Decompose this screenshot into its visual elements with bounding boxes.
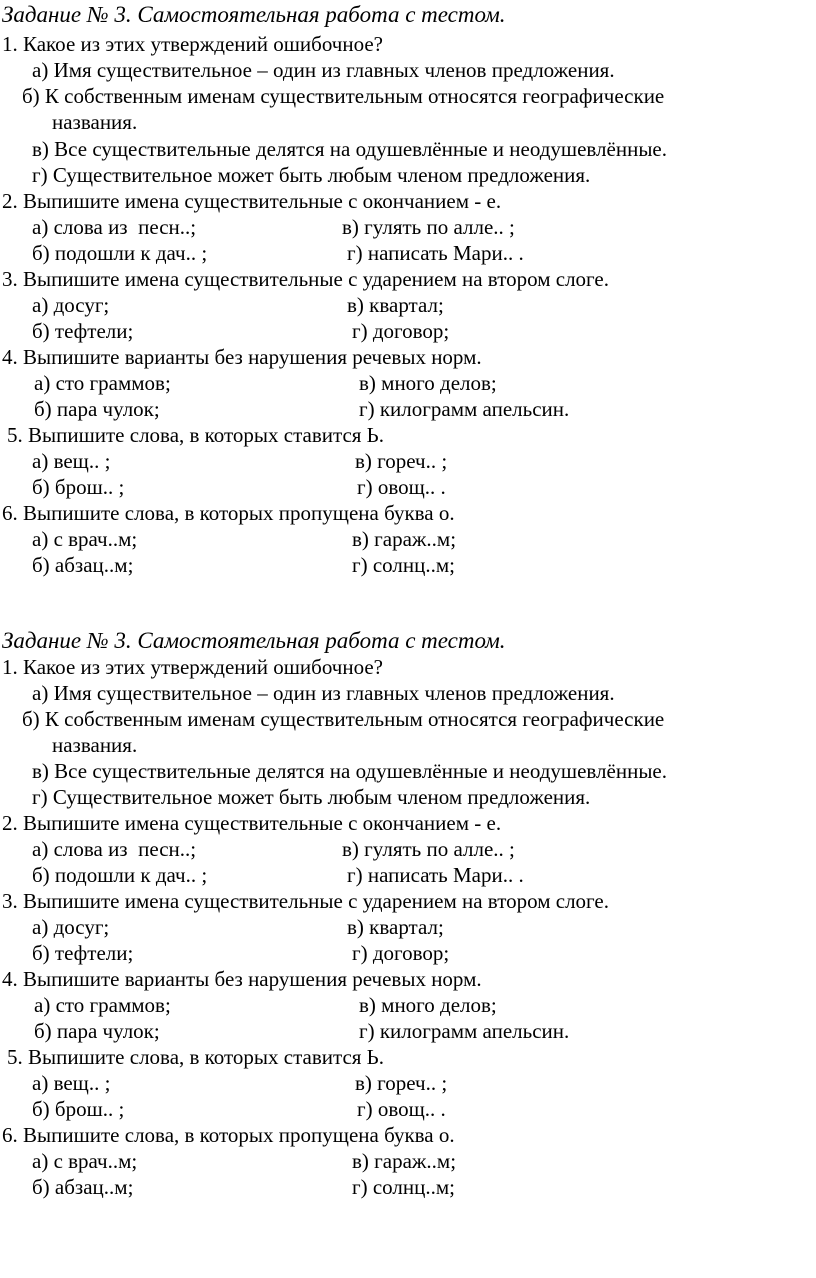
- question-3: 3. Выпишите имена существительные с ударением на втором слоге.: [2, 267, 609, 291]
- question-6: 6. Выпишите слова, в которых пропущена буква о.: [2, 1123, 455, 1147]
- q6-option-d: г) солнц..м;: [352, 1175, 455, 1199]
- q6-option-d: г) солнц..м;: [352, 553, 455, 577]
- q3-option-d: г) договор;: [352, 319, 450, 343]
- q6-option-b: б) абзац..м;: [32, 1175, 134, 1199]
- q3-option-d: г) договор;: [352, 941, 450, 965]
- question-2: 2. Выпишите имена существительные с окончанием - е.: [2, 189, 502, 213]
- q4-option-a: а) сто граммов;: [34, 993, 171, 1017]
- q6-option-a: а) с врач..м;: [32, 1149, 138, 1173]
- q4-option-b: б) пара чулок;: [34, 397, 160, 421]
- q2-option-d: г) написать Мари.. .: [347, 241, 524, 265]
- question-2: 2. Выпишите имена существительные с окончанием - е.: [2, 811, 502, 835]
- q3-option-b: б) тефтели;: [32, 941, 134, 965]
- q5-option-b: б) брош.. ;: [32, 475, 125, 499]
- q2-option-b: б) подошли к дач.. ;: [32, 863, 208, 887]
- q2-option-a: а) слова из песн..;: [32, 215, 197, 239]
- q5-option-a: а) вещ.. ;: [32, 449, 111, 473]
- q3-option-b: б) тефтели;: [32, 319, 134, 343]
- q5-option-c: в) гореч.. ;: [355, 449, 448, 473]
- q1-option-c: в) Все существительные делятся на одушевлённые и неодушевлённые.: [32, 759, 667, 783]
- q1-option-a: а) Имя существительное – один из главных членов предложения.: [32, 681, 615, 705]
- task-title: Задание № 3. Самостоятельная работа с тестом.: [2, 2, 506, 27]
- q1-option-d: г) Существительное может быть любым членом предложения.: [32, 163, 591, 187]
- q2-option-d: г) написать Мари.. .: [347, 863, 524, 887]
- question-4: 4. Выпишите варианты без нарушения речевых норм.: [2, 967, 482, 991]
- question-6: 6. Выпишите слова, в которых пропущена буква о.: [2, 501, 455, 525]
- q1-option-a: а) Имя существительное – один из главных членов предложения.: [32, 58, 615, 82]
- q3-option-c: в) квартал;: [347, 293, 444, 317]
- q2-option-b: б) подошли к дач.. ;: [32, 241, 208, 265]
- q4-option-c: в) много делов;: [359, 371, 497, 395]
- q5-option-d: г) овощ.. .: [357, 1097, 446, 1121]
- q2-option-c: в) гулять по алле.. ;: [342, 837, 515, 861]
- q5-option-b: б) брош.. ;: [32, 1097, 125, 1121]
- question-1: 1. Какое из этих утверждений ошибочное?: [2, 32, 383, 56]
- q4-option-b: б) пара чулок;: [34, 1019, 160, 1043]
- q1-option-d: г) Существительное может быть любым членом предложения.: [32, 785, 591, 809]
- q6-option-c: в) гараж..м;: [352, 1149, 457, 1173]
- question-5: 5. Выпишите слова, в которых ставится Ь.: [7, 423, 384, 447]
- q3-option-a: а) досуг;: [32, 293, 110, 317]
- q4-option-d: г) килограмм апельсин.: [359, 397, 570, 421]
- q3-option-c: в) квартал;: [347, 915, 444, 939]
- q1-option-b-continued: названия.: [52, 110, 138, 134]
- q5-option-c: в) гореч.. ;: [355, 1071, 448, 1095]
- question-3: 3. Выпишите имена существительные с ударением на втором слоге.: [2, 889, 609, 913]
- q2-option-c: в) гулять по алле.. ;: [342, 215, 515, 239]
- q3-option-a: а) досуг;: [32, 915, 110, 939]
- question-5: 5. Выпишите слова, в которых ставится Ь.: [7, 1045, 384, 1069]
- q4-option-d: г) килограмм апельсин.: [359, 1019, 570, 1043]
- q1-option-b: б) К собственным именам существительным относятся географические: [22, 707, 665, 731]
- q6-option-a: а) с врач..м;: [32, 527, 138, 551]
- q1-option-c: в) Все существительные делятся на одушевлённые и неодушевлённые.: [32, 137, 667, 161]
- task-title: Задание № 3. Самостоятельная работа с тестом.: [2, 628, 506, 653]
- q5-option-d: г) овощ.. .: [357, 475, 446, 499]
- question-1: 1. Какое из этих утверждений ошибочное?: [2, 655, 383, 679]
- q2-option-a: а) слова из песн..;: [32, 837, 197, 861]
- question-4: 4. Выпишите варианты без нарушения речевых норм.: [2, 345, 482, 369]
- q6-option-c: в) гараж..м;: [352, 527, 457, 551]
- q4-option-a: а) сто граммов;: [34, 371, 171, 395]
- q6-option-b: б) абзац..м;: [32, 553, 134, 577]
- q5-option-a: а) вещ.. ;: [32, 1071, 111, 1095]
- q1-option-b-continued: названия.: [52, 733, 138, 757]
- q4-option-c: в) много делов;: [359, 993, 497, 1017]
- q1-option-b: б) К собственным именам существительным относятся географические: [22, 84, 665, 108]
